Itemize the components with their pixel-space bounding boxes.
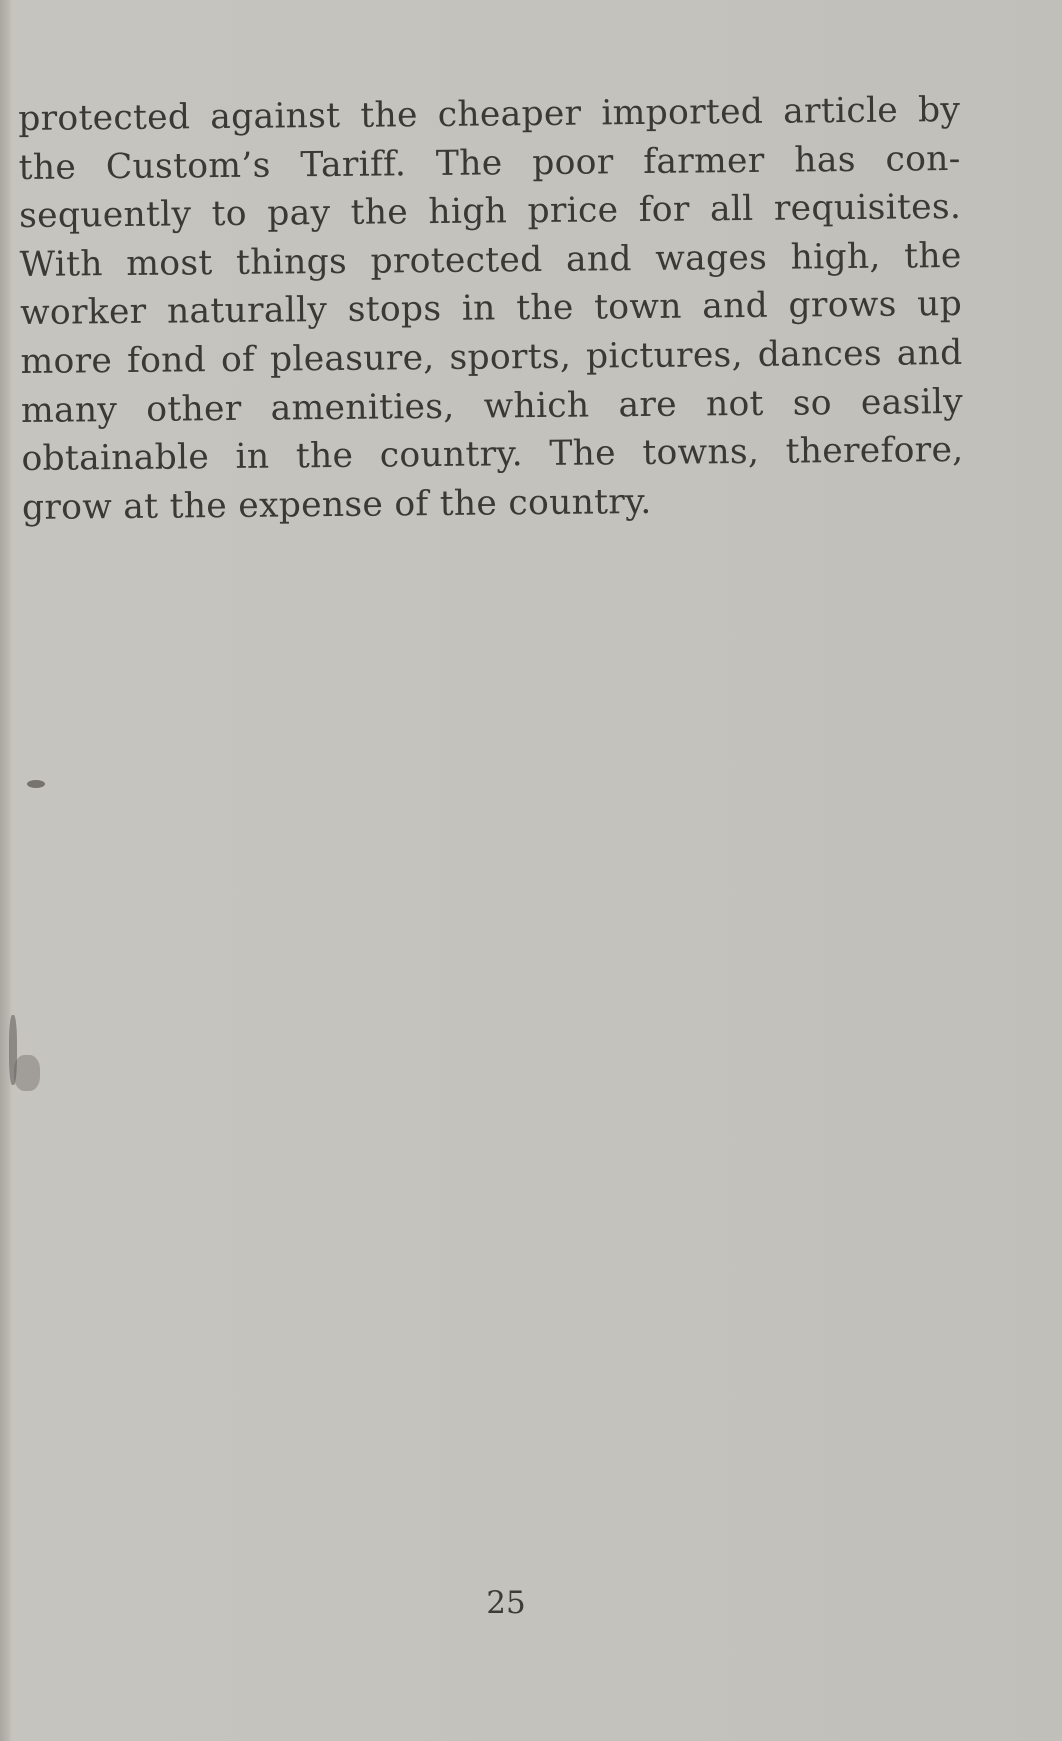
page-gutter-edge (0, 0, 10, 1741)
text-line: many other amenities, which are not so easily (20, 381, 964, 431)
paper-mark (14, 1055, 40, 1091)
text-line: With most things protected and wages high, the (19, 235, 962, 285)
text-line: sequently to pay the high price for all requisites. (18, 187, 962, 237)
text-line: grow at the expense of the country. (21, 481, 652, 528)
paper-mark (27, 780, 45, 788)
text-line: worker naturally stops in the town and grows up (19, 284, 963, 334)
page-number: 25 (486, 1585, 526, 1621)
text-line: protected against the cheaper imported article by (18, 89, 961, 139)
text-line: the Custom’s Tariff. The poor farmer has con- (18, 138, 961, 188)
body-paragraph (18, 86, 964, 532)
text-line: more fond of pleasure, sports, pictures, dances and (20, 332, 963, 382)
text-line: obtainable in the country. The towns, therefore, (21, 430, 964, 480)
